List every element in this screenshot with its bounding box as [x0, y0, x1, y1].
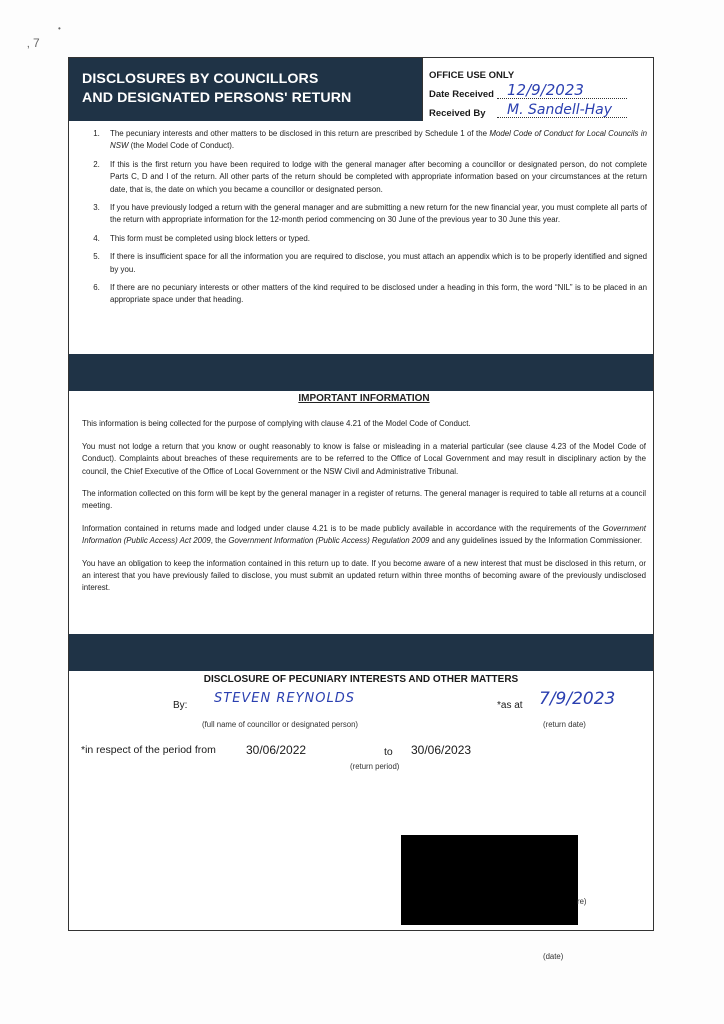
paragraph-text: Information contained in returns made and lodged under clause 4.21 is to be made publicly available in accordance with the requirements of the [82, 523, 603, 533]
instructions-list [69, 128, 653, 313]
scan-speck: • [58, 24, 61, 33]
important-information-title: IMPORTANT INFORMATION [298, 393, 430, 404]
form-title-block [69, 58, 422, 121]
section-divider-band [69, 634, 653, 671]
received-by-label: Received By [429, 108, 486, 119]
paragraph-italic: Government Information (Public Access) Act 2009 [82, 523, 646, 546]
period-label: *in respect of the period from [81, 744, 216, 756]
form-title-line-2: AND DESIGNATED PERSONS' RETURN [82, 90, 352, 106]
period-to-field[interactable]: 30/06/2023 [411, 743, 472, 757]
signature-date-caption: (date) [543, 952, 564, 961]
redacted-signature-block [401, 835, 578, 925]
received-by-row [429, 104, 653, 123]
period-from-field[interactable]: 30/06/2022 [246, 743, 307, 757]
instruction-item: 5. If there is insufficient space for all the information you are required to disclose, you must attach an appendix which is to be properly identified and signed by you. [102, 251, 647, 276]
instruction-item [102, 128, 647, 153]
office-use-box [422, 58, 653, 121]
by-label: By: [173, 700, 188, 711]
return-form [68, 57, 654, 961]
important-paragraph: The information collected on this form will be kept by the general manager in a register of returns. The general manager is required to table all returns at a council meeting. [82, 489, 646, 511]
period-to-label: to [384, 746, 393, 758]
office-use-heading: OFFICE USE ONLY [429, 70, 515, 81]
important-paragraph [82, 523, 646, 548]
received-by-value: M. Sandell-Hay [507, 102, 613, 118]
disclosure-section [69, 671, 653, 961]
date-received-value: 12/9/2023 [507, 81, 584, 99]
important-paragraph: You must not lodge a return that you know or ought reasonably to know is false or misleading in a material particular (see clause 4.23 of the Model Code of Conduct). Complaints about breaches of these requirements are to be referred to the Office of Local Government and may result in disciplinary action by the council, the Chief Executive of the Office of Local Government or the NSW Civil and Administrative Tribunal. [82, 441, 646, 476]
paragraph-text: , the [210, 536, 229, 546]
return-date-field[interactable]: 7/9/2023 [539, 689, 616, 709]
form-header [69, 58, 653, 121]
instruction-text: (the Model Code of Conduct). [128, 141, 235, 151]
signature-caption-fragment: re) [577, 897, 587, 906]
paragraph-text: and any guidelines issued by the Information Commissioner. [429, 536, 643, 546]
name-caption: (full name of councillor or designated person) [202, 720, 359, 729]
important-information-section [69, 391, 653, 605]
instruction-italic: Model Code of Conduct for Local Councils in NSW [110, 129, 647, 151]
paragraph-italic: Government Information (Public Access) Regulation 2009 [228, 536, 430, 546]
important-paragraph: You have an obligation to keep the information contained in this return up to date. If you become aware of a new interest that must be disclosed in this return, or an interest that you have previously failed to disclose, you must submit an updated return within three months of becoming aware of the previously undisclosed interest. [82, 558, 646, 593]
return-period-caption: (return period) [350, 762, 400, 771]
scan-mark: ‚ 7 [27, 36, 40, 50]
form-title-line-1: DISCLOSURES BY COUNCILLORS [82, 71, 319, 87]
instruction-item: 6. If there are no pecuniary interests or other matters of the kind required to be disclosed under a heading in this form, the word “NIL” is to be placed in an appropriate space under that heading. [102, 282, 647, 307]
councillor-name-field[interactable]: STEVEN REYNOLDS [214, 691, 356, 706]
instruction-item: 4. This form must be completed using block letters or typed. [102, 233, 647, 245]
as-at-label: *as at [497, 700, 523, 711]
section-divider-band [69, 354, 653, 391]
important-paragraph: This information is being collected for the purpose of complying with clause 4.21 of the Model Code of Conduct. [82, 419, 471, 429]
instruction-item: 2. If this is the first return you have been required to lodge with the general manager after becoming a councillor or designated person, do not complete Parts C, D and I of the return. All other parts of the return should be completed with appropriate information based on your circumstances at the return date, that is, the date on which you became a councillor or designated person. [102, 159, 647, 196]
instruction-text: The pecuniary interests and other matters to be disclosed in this return are prescribed by Schedule 1 of the [110, 129, 490, 138]
return-date-caption: (return date) [543, 720, 586, 729]
disclosure-title: DISCLOSURE OF PECUNIARY INTERESTS AND OTHER MATTERS [203, 674, 519, 685]
date-received-label: Date Received [429, 89, 494, 100]
instruction-item: 3. If you have previously lodged a return with the general manager and are submitting a new return for the new financial year, you must complete all parts of the return with appropriate information for the 12-month period commencing on 30 June of the previous year to 30 June this year. [102, 202, 647, 227]
